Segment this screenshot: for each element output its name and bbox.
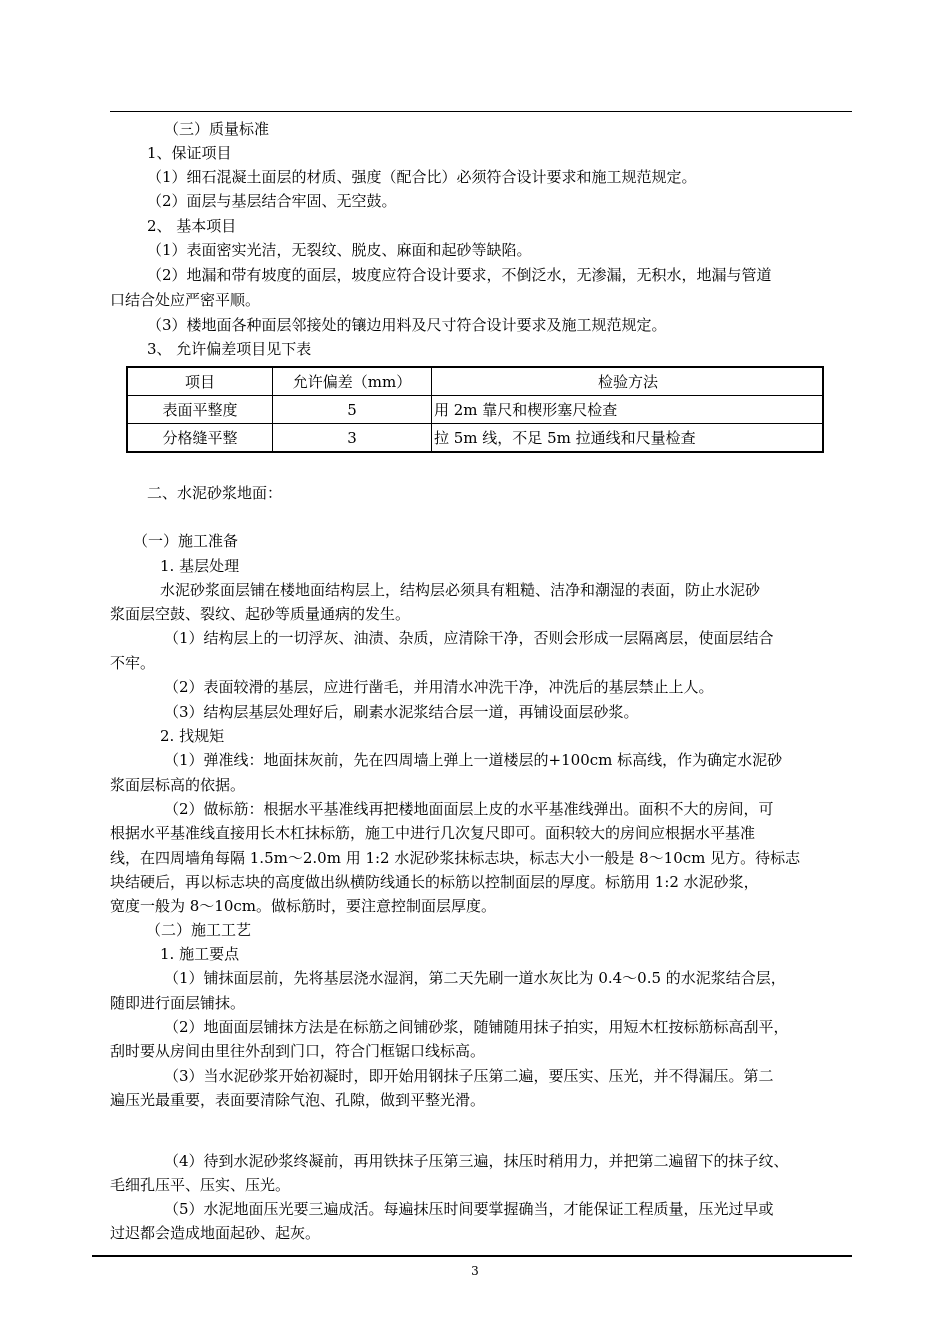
- text-line: （2）面层与基层结合牢固、无空鼓。: [147, 192, 397, 210]
- table-row: [127, 424, 823, 453]
- table-cell: 表面平整度: [127, 396, 273, 424]
- table-cell: 拉 5m 线，不足 5m 拉通线和尺量检查: [432, 424, 824, 453]
- text-line: 二、水泥砂浆地面：: [147, 484, 283, 502]
- text-line: 块结硬后，再以标志块的高度做出纵横防线通长的标筋以控制面层的厚度。标筋用 1:2 水泥砂浆，: [110, 873, 759, 891]
- text-line: 1、保证项目: [147, 144, 232, 162]
- text-line: （1）细石混凝土面层的材质、强度（配合比）必须符合设计要求和施工规范规定。: [147, 168, 697, 186]
- table-header-row: [127, 367, 823, 396]
- page-number: 3: [471, 1264, 479, 1278]
- text-line: （1）结构层上的一切浮灰、油渍、杂质，应清除干净，否则会形成一层隔离层，使面层结合: [164, 629, 774, 647]
- text-line: （1）表面密实光洁，无裂纹、脱皮、麻面和起砂等缺陷。: [147, 241, 532, 259]
- text-line: 浆面层空鼓、裂纹、起砂等质量通病的发生。: [110, 605, 411, 623]
- text-line: 浆面层标高的依据。: [110, 776, 246, 794]
- text-line: （3）结构层基层处理好后，刷素水泥浆结合层一道，再铺设面层砂浆。: [164, 703, 639, 721]
- text-line: （三）质量标准: [164, 120, 270, 138]
- text-line: 1. 基层处理: [160, 557, 240, 575]
- text-line: 过迟都会造成地面起砂、起灰。: [110, 1224, 321, 1242]
- text-line: （1）铺抹面层前，先将基层浇水湿润，第二天先刷一道水灰比为 0.4～0.5 的水泥浆结合层，: [164, 969, 786, 987]
- text-line: 1. 施工要点: [160, 945, 240, 963]
- text-line: （二）施工工艺: [146, 921, 252, 939]
- footer-rule: [92, 1255, 852, 1257]
- text-line: （2）做标筋：根据水平基准线再把楼地面面层上皮的水平基准线弹出。面积不大的房间，可: [164, 800, 774, 818]
- text-line: 根据水平基准线直接用长木杠抹标筋，施工中进行几次复尺即可。面积较大的房间应根据水平基准: [110, 824, 756, 842]
- text-line: （3）楼地面各种面层邻接处的镶边用料及尺寸符合设计要求及施工规范规定。: [147, 316, 667, 334]
- text-line: 线，在四周墙角每隔 1.5m～2.0m 用 1:2 水泥砂浆抹标志块，标志大小一般是 8～10cm 见方。待标志: [110, 849, 801, 867]
- table-cell: 用 2m 靠尺和楔形塞尺检查: [432, 396, 824, 424]
- table-cell: 分格缝平整: [127, 424, 273, 453]
- text-line: （5）水泥地面压光要三遍成活。每遍抹压时间要掌握确当，才能保证工程质量，压光过早或: [164, 1200, 774, 1218]
- text-line: 刮时要从房间由里往外刮到门口，符合门框锯口线标高。: [110, 1042, 486, 1060]
- text-line: （2）表面较滑的基层，应进行凿毛，并用清水冲洗干净，冲洗后的基层禁止上人。: [164, 678, 714, 696]
- text-line: （2）地面面层铺抹方法是在标筋之间铺砂浆，随铺随用抹子拍实，用短木杠按标筋标高刮平，: [164, 1018, 789, 1036]
- text-line: 2. 找规矩: [160, 727, 225, 745]
- text-line: 宽度一般为 8～10cm。做标筋时，要注意控制面层厚度。: [110, 897, 497, 915]
- text-line: 2、 基本项目: [147, 217, 237, 235]
- text-line: （4）待到水泥砂浆终凝前，再用铁抹子压第三遍，抹压时稍用力，并把第二遍留下的抹子纹、: [164, 1152, 789, 1170]
- text-line: 毛细孔压平、压实、压光。: [110, 1176, 291, 1194]
- table-header-cell: 检验方法: [432, 367, 824, 396]
- text-line: （1）弹准线：地面抹灰前，先在四周墙上弹上一道楼层的+100cm 标高线，作为确定水泥砂: [164, 751, 783, 769]
- text-line: （3）当水泥砂浆开始初凝时，即开始用钢抹子压第二遍，要压实、压光，并不得漏压。第二: [164, 1067, 774, 1085]
- text-line: 随即进行面层铺抹。: [110, 994, 246, 1012]
- text-line: （2）地漏和带有坡度的面层，坡度应符合设计要求，不倒泛水，无渗漏，无积水，地漏与管道: [147, 266, 772, 284]
- text-line: 水泥砂浆面层铺在楼地面结构层上，结构层必须具有粗糙、洁净和潮湿的表面，防止水泥砂: [160, 581, 761, 599]
- text-line: 不牢。: [110, 654, 156, 672]
- header-rule: [110, 111, 852, 112]
- table-row: [127, 396, 823, 424]
- table-cell: 3: [273, 424, 432, 453]
- table-header-cell: 允许偏差（mm）: [273, 367, 432, 396]
- text-line: （一）施工准备: [133, 532, 239, 550]
- deviation-table: [126, 366, 824, 453]
- table-cell: 5: [273, 396, 432, 424]
- text-line: 遍压光最重要，表面要清除气泡、孔隙，做到平整光滑。: [110, 1091, 486, 1109]
- text-line: 口结合处应严密平顺。: [110, 291, 261, 309]
- table-header-cell: 项目: [127, 367, 273, 396]
- text-line: 3、 允许偏差项目见下表: [147, 340, 312, 358]
